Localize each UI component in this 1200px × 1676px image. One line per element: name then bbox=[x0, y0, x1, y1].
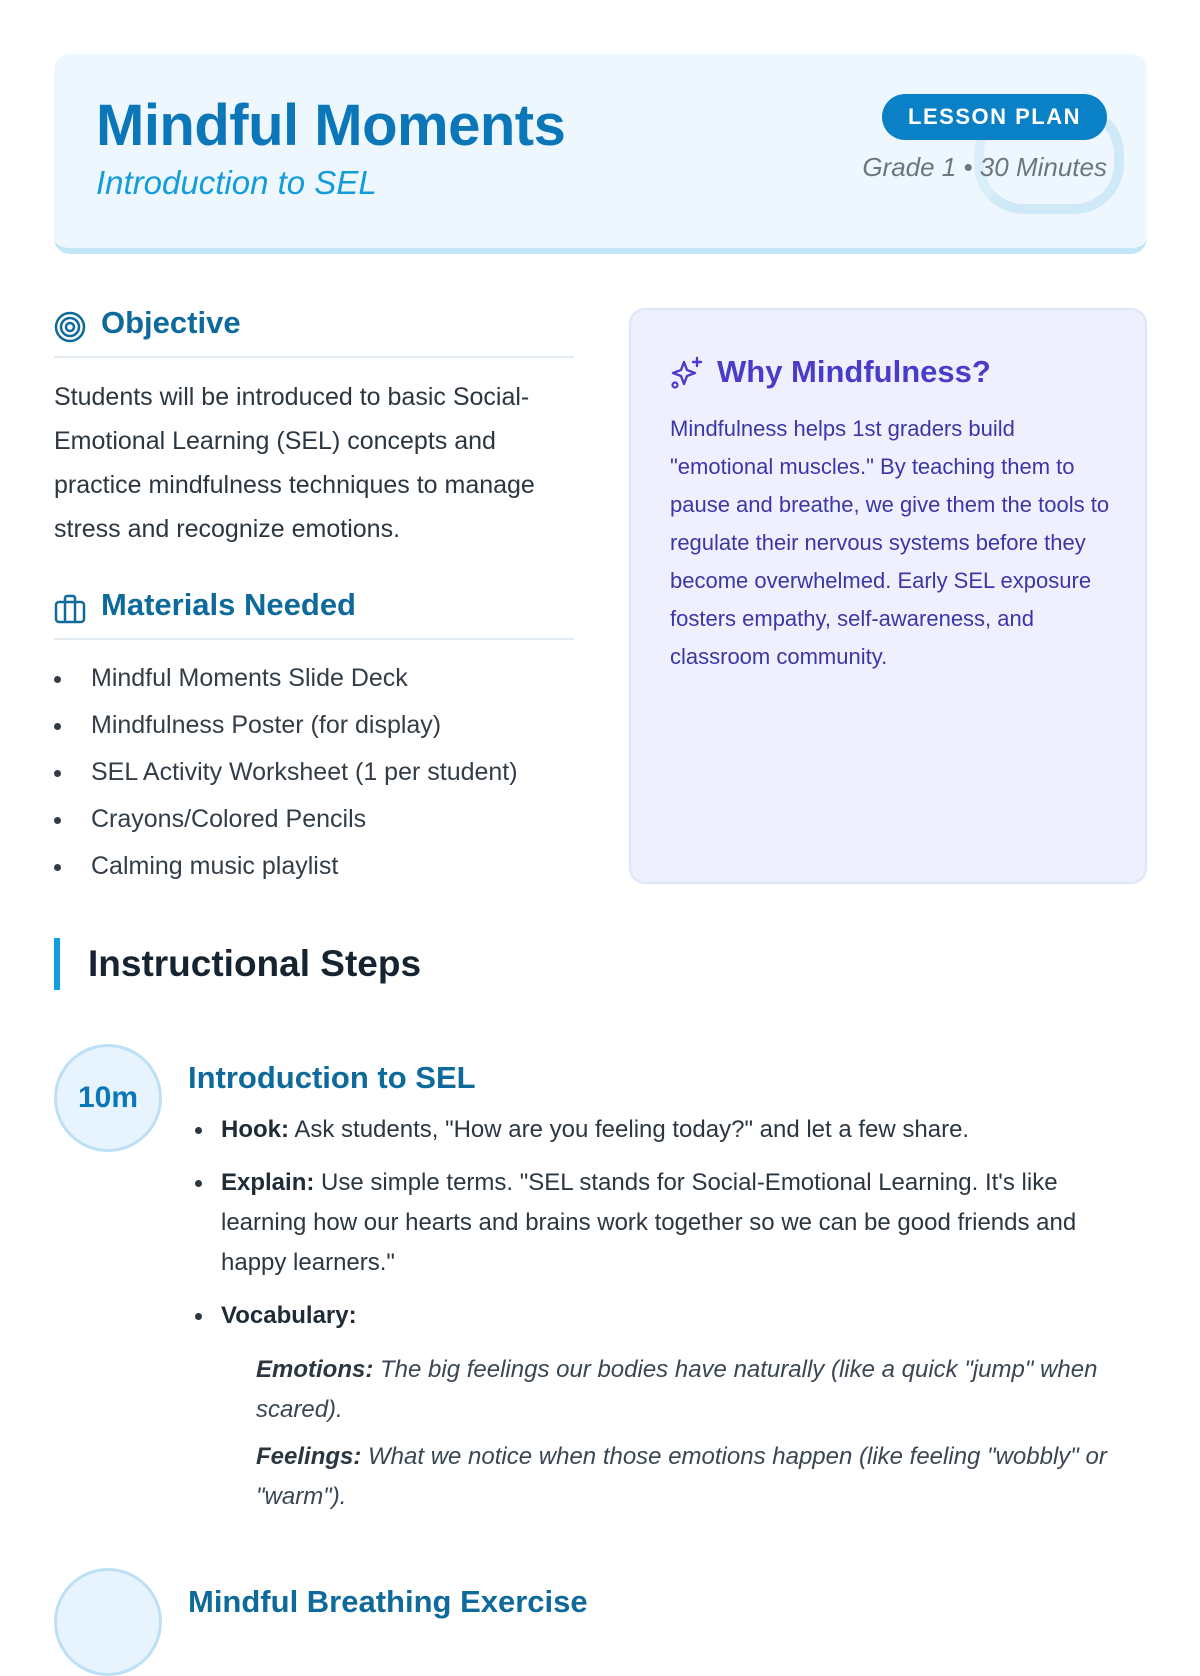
instructional-steps-heading bbox=[54, 938, 421, 990]
list-item bbox=[188, 1110, 1148, 1150]
materials-heading bbox=[54, 585, 574, 640]
vocab-term: Feelings: bbox=[256, 1443, 362, 1470]
list-item: Calming music playlist bbox=[54, 843, 594, 890]
lesson-header bbox=[54, 54, 1147, 254]
bullet-text: Use simple terms. "SEL stands for Social-Emotional Learning. It's like learning how our hearts and brains work together so we can be good friends and happy learners." bbox=[221, 1169, 1077, 1276]
page-subtitle: Introduction to SEL bbox=[96, 164, 377, 201]
sparkles-icon bbox=[670, 356, 704, 390]
step-time-badge: 10m bbox=[54, 1044, 162, 1152]
why-mindfulness-text: Mindfulness helps 1st graders build "emotional muscles." By teaching them to pause and breathe, we give them the tools to regulate their nervous systems before they become overwhelmed. Early SEL exposure fosters empathy, self-awareness, and classroom community. bbox=[670, 416, 1110, 669]
page-title: Mindful Moments bbox=[96, 93, 566, 158]
list-item: SEL Activity Worksheet (1 per student) bbox=[54, 749, 594, 796]
lesson-plan-badge: LESSON PLAN bbox=[882, 94, 1107, 140]
vocab-def: The big feelings our bodies have naturally (like a quick "jump" when scared). bbox=[256, 1356, 1098, 1423]
target-icon bbox=[54, 311, 86, 343]
vocab-term: Emotions: bbox=[256, 1356, 374, 1383]
grade-duration-meta: Grade 1 • 30 Minutes bbox=[862, 152, 1107, 182]
objective-label: Objective bbox=[101, 305, 241, 340]
bullet-label: Vocabulary: bbox=[221, 1302, 357, 1329]
step-title: Mindful Breathing Exercise bbox=[188, 1584, 588, 1619]
bullet-label: Hook: bbox=[221, 1116, 289, 1143]
why-mindfulness-card bbox=[629, 308, 1147, 884]
materials-list bbox=[54, 655, 594, 890]
step-title: Introduction to SEL bbox=[188, 1060, 476, 1095]
objective-heading bbox=[54, 303, 574, 358]
step-bullet-list bbox=[188, 1110, 1148, 1349]
list-item: Crayons/Colored Pencils bbox=[54, 796, 594, 843]
list-item bbox=[188, 1296, 1148, 1336]
briefcase-icon bbox=[54, 593, 86, 625]
vocab-def: What we notice when those emotions happen (like feeling "wobbly" or "warm"). bbox=[256, 1443, 1107, 1510]
vocab-definition bbox=[256, 1437, 1136, 1517]
list-item: Mindful Moments Slide Deck bbox=[54, 655, 594, 702]
step-time-badge bbox=[54, 1568, 162, 1676]
bullet-label: Explain: bbox=[221, 1169, 315, 1196]
vocab-definition bbox=[256, 1350, 1136, 1430]
list-item bbox=[188, 1163, 1148, 1283]
materials-label: Materials Needed bbox=[101, 587, 356, 622]
list-item: Mindfulness Poster (for display) bbox=[54, 702, 594, 749]
instructional-steps-title: Instructional Steps bbox=[88, 943, 422, 984]
bullet-text: Ask students, "How are you feeling today?" and let a few share. bbox=[289, 1116, 970, 1143]
objective-text: Students will be introduced to basic Social-Emotional Learning (SEL) concepts and practice mindfulness techniques to manage stress and recognize emotions. bbox=[54, 383, 535, 543]
why-mindfulness-title: Why Mindfulness? bbox=[717, 354, 991, 389]
